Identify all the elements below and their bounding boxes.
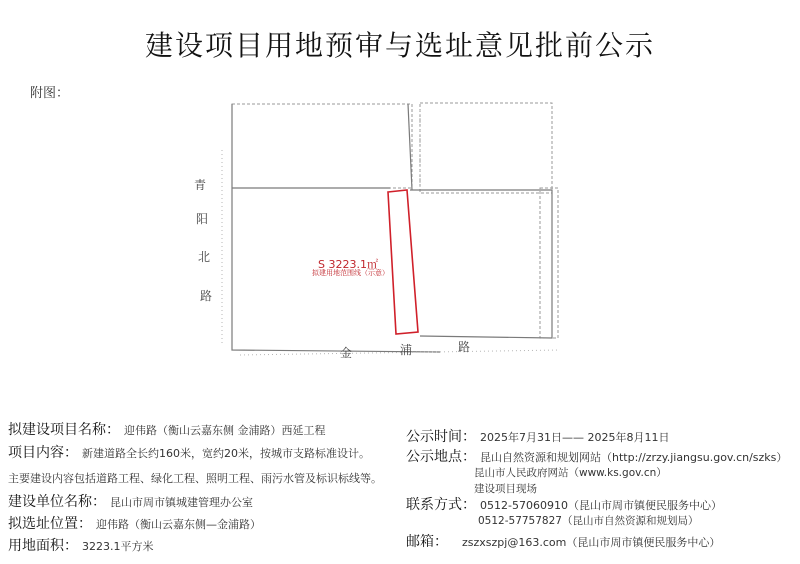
email-label: 邮箱： <box>406 534 448 550</box>
project-name-value: 迎伟路（衡山云嘉东侧 金浦路）西延工程 <box>124 424 326 437</box>
content-label: 项目内容： <box>8 445 78 461</box>
parcel-northeast <box>420 103 552 193</box>
road-west-char-3: 北 <box>198 250 211 264</box>
project-name-label: 拟建设项目名称： <box>8 422 120 438</box>
place-label: 公示地点： <box>406 449 476 465</box>
email-value: zszxszpj@163.com（昆山市周市镇便民服务中心） <box>462 536 721 549</box>
road-south-char-2: 浦 <box>400 343 413 357</box>
site-area-label: S 3223.1㎡ <box>318 258 378 271</box>
road-south-char-1: 金 <box>340 346 353 360</box>
unit-row <box>8 491 253 511</box>
location-label: 拟选址位置： <box>8 516 92 532</box>
time-value: 2025年7月31日—— 2025年8月11日 <box>480 431 670 444</box>
document-title: 建设项目用地预审与选址意见批前公示 <box>144 29 655 62</box>
location-row <box>8 513 261 533</box>
land-area-value: 3223.1平方米 <box>82 540 154 553</box>
project-name-row <box>8 419 326 439</box>
unit-value: 昆山市周市镇城建管理办公室 <box>110 496 253 509</box>
attachment-label: 附图： <box>30 86 70 101</box>
place-line-2: 昆山市人民政府网站（www.ks.gov.cn） <box>474 467 667 479</box>
land-area-row <box>8 535 154 555</box>
parcel-mid-line <box>408 104 412 190</box>
content-row-2 <box>8 470 382 486</box>
parcel-east-boundary <box>410 190 552 338</box>
time-row <box>406 426 669 446</box>
road-west-char-4: 路 <box>200 289 213 303</box>
road-west-char-1: 青 <box>194 178 207 192</box>
time-label: 公示时间： <box>406 429 476 445</box>
parcel-east-strip <box>540 188 558 338</box>
phone-row <box>406 494 722 514</box>
phone-line-2: 0512-57757827（昆山市自然资源和规划局） <box>478 515 699 527</box>
phone-label: 联系方式： <box>406 497 476 513</box>
site-area-sublabel: 拟建用地范围线（示意） <box>312 269 389 277</box>
place-line-3: 建设项目现场 <box>474 483 537 495</box>
parcel-west-boundary <box>232 104 440 352</box>
land-area-label: 用地面积： <box>8 538 78 554</box>
road-west-char-2: 阳 <box>196 212 209 226</box>
content-row <box>8 442 370 462</box>
location-value: 迎伟路（衡山云嘉东侧—金浦路） <box>96 518 261 531</box>
phone-line-1: 0512-57060910（昆山市周市镇便民服务中心） <box>480 499 722 512</box>
road-south-char-3: 路 <box>458 340 471 354</box>
place-line-1: 昆山自然资源和规划网站（http://zrzy.jiangsu.gov.cn/szks） <box>480 451 788 464</box>
unit-label: 建设单位名称： <box>8 494 106 510</box>
site-boundary <box>388 190 418 334</box>
parcel-north <box>232 104 412 188</box>
email-row <box>406 531 720 551</box>
place-row <box>406 446 787 466</box>
content-line-2: 主要建设内容包括道路工程、绿化工程、照明工程、雨污水管及标识标线等。 <box>8 472 382 485</box>
content-value: 新建道路全长约160米，宽约20米，按城市支路标准设计。 <box>82 447 370 460</box>
